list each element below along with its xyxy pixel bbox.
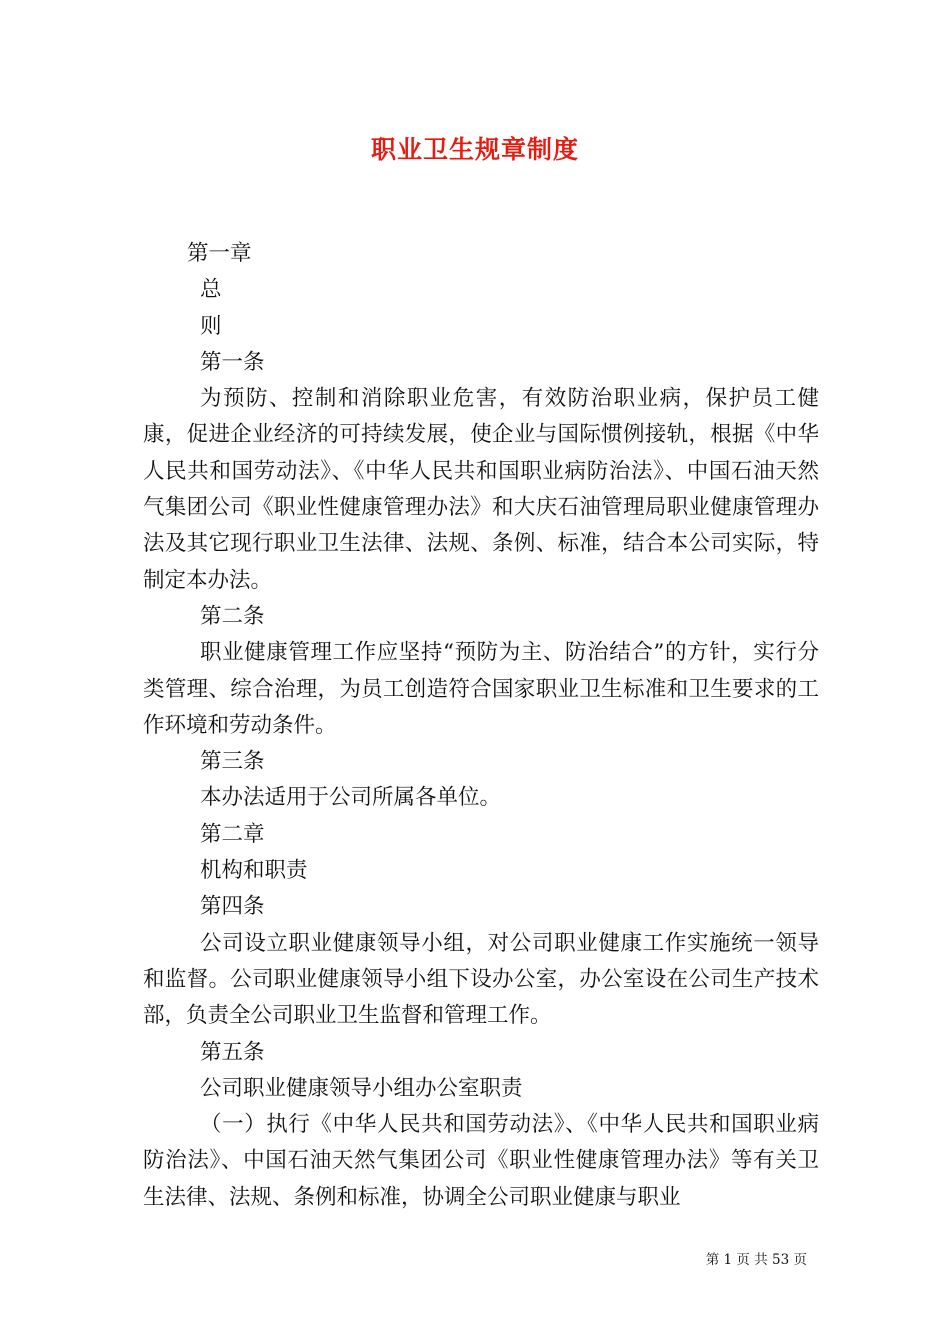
article-1-text: 为预防、控制和消除职业危害，有效防治职业病，保护员工健康，促进企业经济的可持续发展，使企业与国际惯例接轨，根据《中华人民共和国劳动法》、《中华人民共和国职业病防治法》、中国石油天然气集团公司《职业性健康管理办法》和大庆石油管理局职业健康管理办法及其它现行职业卫生法律、法规、条例、标准，结合本公司实际，特制定本办法。 bbox=[143, 386, 819, 593]
article-3-label: 第三条 bbox=[200, 749, 265, 775]
article-5-item-1: （一）执行《中华人民共和国劳动法》、《中华人民共和国职业病防治法》、中国石油天然气集团公司《职业性健康管理办法》等有关卫生法律、法规、条例和标准，协调全公司职业健康与职业 bbox=[143, 1112, 819, 1210]
chapter-1-name-part1: 总 bbox=[200, 277, 222, 303]
chapter-1-heading: 第一章 bbox=[187, 241, 252, 266]
chapter-2-heading: 第二章 bbox=[200, 821, 265, 847]
document-title: 职业卫生规章制度 bbox=[370, 135, 579, 164]
article-5-subtitle: 公司职业健康领导小组办公室职责 bbox=[200, 1075, 523, 1101]
document-body bbox=[143, 236, 819, 1216]
article-1-label: 第一条 bbox=[200, 349, 265, 375]
article-2-text: 职业健康管理工作应坚持“预防为主、防治结合”的方针，实行分类管理、综合治理，为员工创造符合国家职业卫生标准和卫生要求的工作环境和劳动条件。 bbox=[143, 640, 819, 738]
page-number: 第 1 页 共 53 页 bbox=[705, 1252, 807, 1268]
article-4-text: 公司设立职业健康领导小组，对公司职业健康工作实施统一领导和监督。公司职业健康领导小组下设办公室，办公室设在公司生产技术部，负责全公司职业卫生监督和管理工作。 bbox=[143, 930, 819, 1029]
article-4-label: 第四条 bbox=[200, 894, 265, 920]
article-5-label: 第五条 bbox=[200, 1039, 265, 1065]
chapter-2-name: 机构和职责 bbox=[200, 858, 308, 884]
article-3-text: 本办法适用于公司所属各单位。 bbox=[200, 785, 502, 811]
chapter-1-name-part2: 则 bbox=[200, 313, 222, 339]
article-2-label: 第二条 bbox=[200, 603, 265, 629]
